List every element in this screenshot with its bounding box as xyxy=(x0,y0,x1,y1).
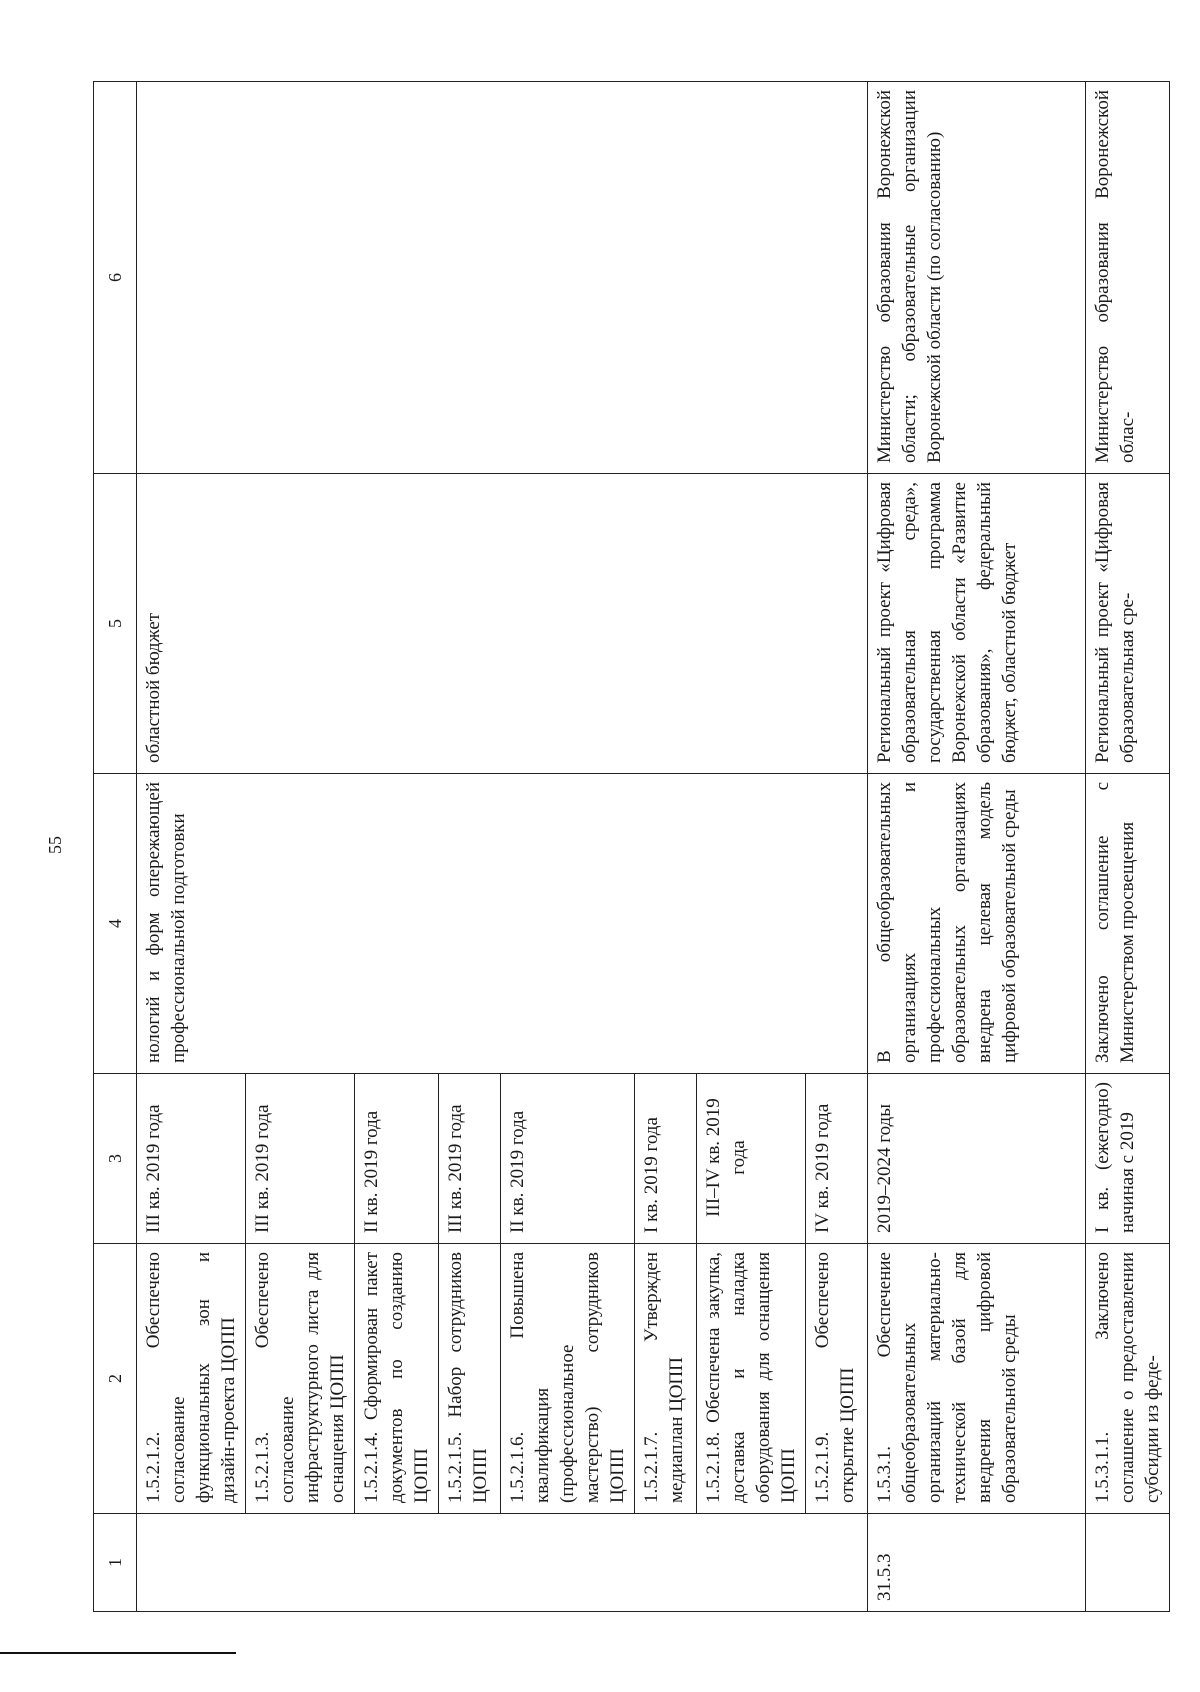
header-col-6: 6 xyxy=(94,82,137,474)
deadline-cell: III кв. 2019 года xyxy=(246,1074,355,1244)
responsible-cell: Министерство образования Воронежской области; образовательные организации Воронежской области (по согласованию) xyxy=(868,82,1086,474)
deadline-cell: I кв. 2019 года xyxy=(635,1074,697,1244)
header-col-3: 3 xyxy=(94,1074,137,1244)
row-number-cell: 31.5.3 xyxy=(868,1514,1086,1612)
header-row xyxy=(94,82,137,1612)
deadline-cell: III–IV кв. 2019 года xyxy=(697,1074,806,1244)
table-row xyxy=(1086,82,1170,1612)
header-col-5: 5 xyxy=(94,474,137,774)
source-cell: Региональный проект «Цифровая образовательная сре- xyxy=(1086,474,1170,774)
header-col-2: 2 xyxy=(94,1244,137,1514)
page-number: 55 xyxy=(44,836,65,854)
result-cell: В общеобразовательных организациях и профессиональных образовательных организациях внедрена целевая модель цифровой образовательной среды xyxy=(868,774,1086,1074)
deadline-cell: I кв. (ежегодно) начиная с 2019 xyxy=(1086,1074,1170,1244)
task-cell: 1.5.2.1.5. Набор сотрудников ЦОПП xyxy=(439,1244,501,1514)
task-cell: 1.5.2.1.4. Сформирован пакет документов по созданию ЦОПП xyxy=(355,1244,439,1514)
deadline-cell: 2019–2024 годы xyxy=(868,1074,1086,1244)
deadline-cell: II кв. 2019 года xyxy=(501,1074,635,1244)
group1-result-cell: нологий и форм опережающей профессиональной подготовки xyxy=(137,774,868,1074)
footer-rule xyxy=(0,1652,236,1654)
task-cell: 1.5.2.1.3. Обеспечено согласование инфраструктурного листа для оснащения ЦОПП xyxy=(246,1244,355,1514)
row-number-cell xyxy=(1086,1514,1170,1612)
table-row xyxy=(868,82,1086,1612)
result-cell: Заключено соглашение с Министерством просвещения xyxy=(1086,774,1170,1074)
task-cell: 1.5.3.1. Обеспечение общеобразовательных организаций материально-технической базой для внедрения цифровой образовательной среды xyxy=(868,1244,1086,1514)
task-cell: 1.5.2.1.2. Обеспечено согласование функциональных зон и дизайн-проекта ЦОПП xyxy=(137,1244,246,1514)
deadline-cell: III кв. 2019 года xyxy=(439,1074,501,1244)
responsible-cell: Министерство образования Воронежской облас- xyxy=(1086,82,1170,474)
rotated-table-frame xyxy=(93,82,1163,1612)
group1-responsible-cell xyxy=(137,82,868,474)
source-cell: Региональный проект «Цифровая образовательная среда», государственная программа Воронежской области «Развитие образования», федеральный бюджет, областной бюджет xyxy=(868,474,1086,774)
task-cell: 1.5.2.1.7. Утвержден медиаплан ЦОПП xyxy=(635,1244,697,1514)
plan-table xyxy=(93,81,1170,1612)
task-cell: 1.5.2.1.8. Обеспечена закупка, доставка и наладка оборудования для оснащения ЦОПП xyxy=(697,1244,806,1514)
group1-source-cell: областной бюджет xyxy=(137,474,868,774)
task-cell: 1.5.2.1.6. Повышена квалификация (профессиональное мастерство) сотрудников ЦОПП xyxy=(501,1244,635,1514)
header-col-1: 1 xyxy=(94,1514,137,1612)
task-cell: 1.5.3.1.1. Заключено соглашение о предоставлении субсидии из феде- xyxy=(1086,1244,1170,1514)
deadline-cell: IV кв. 2019 года xyxy=(806,1074,868,1244)
header-col-4: 4 xyxy=(94,774,137,1074)
table-row xyxy=(137,82,246,1612)
deadline-cell: II кв. 2019 года xyxy=(355,1074,439,1244)
deadline-cell: III кв. 2019 года xyxy=(137,1074,246,1244)
group1-number-cell xyxy=(137,1514,868,1612)
table-container xyxy=(93,82,1163,1612)
task-cell: 1.5.2.1.9. Обеспечено открытие ЦОПП xyxy=(806,1244,868,1514)
